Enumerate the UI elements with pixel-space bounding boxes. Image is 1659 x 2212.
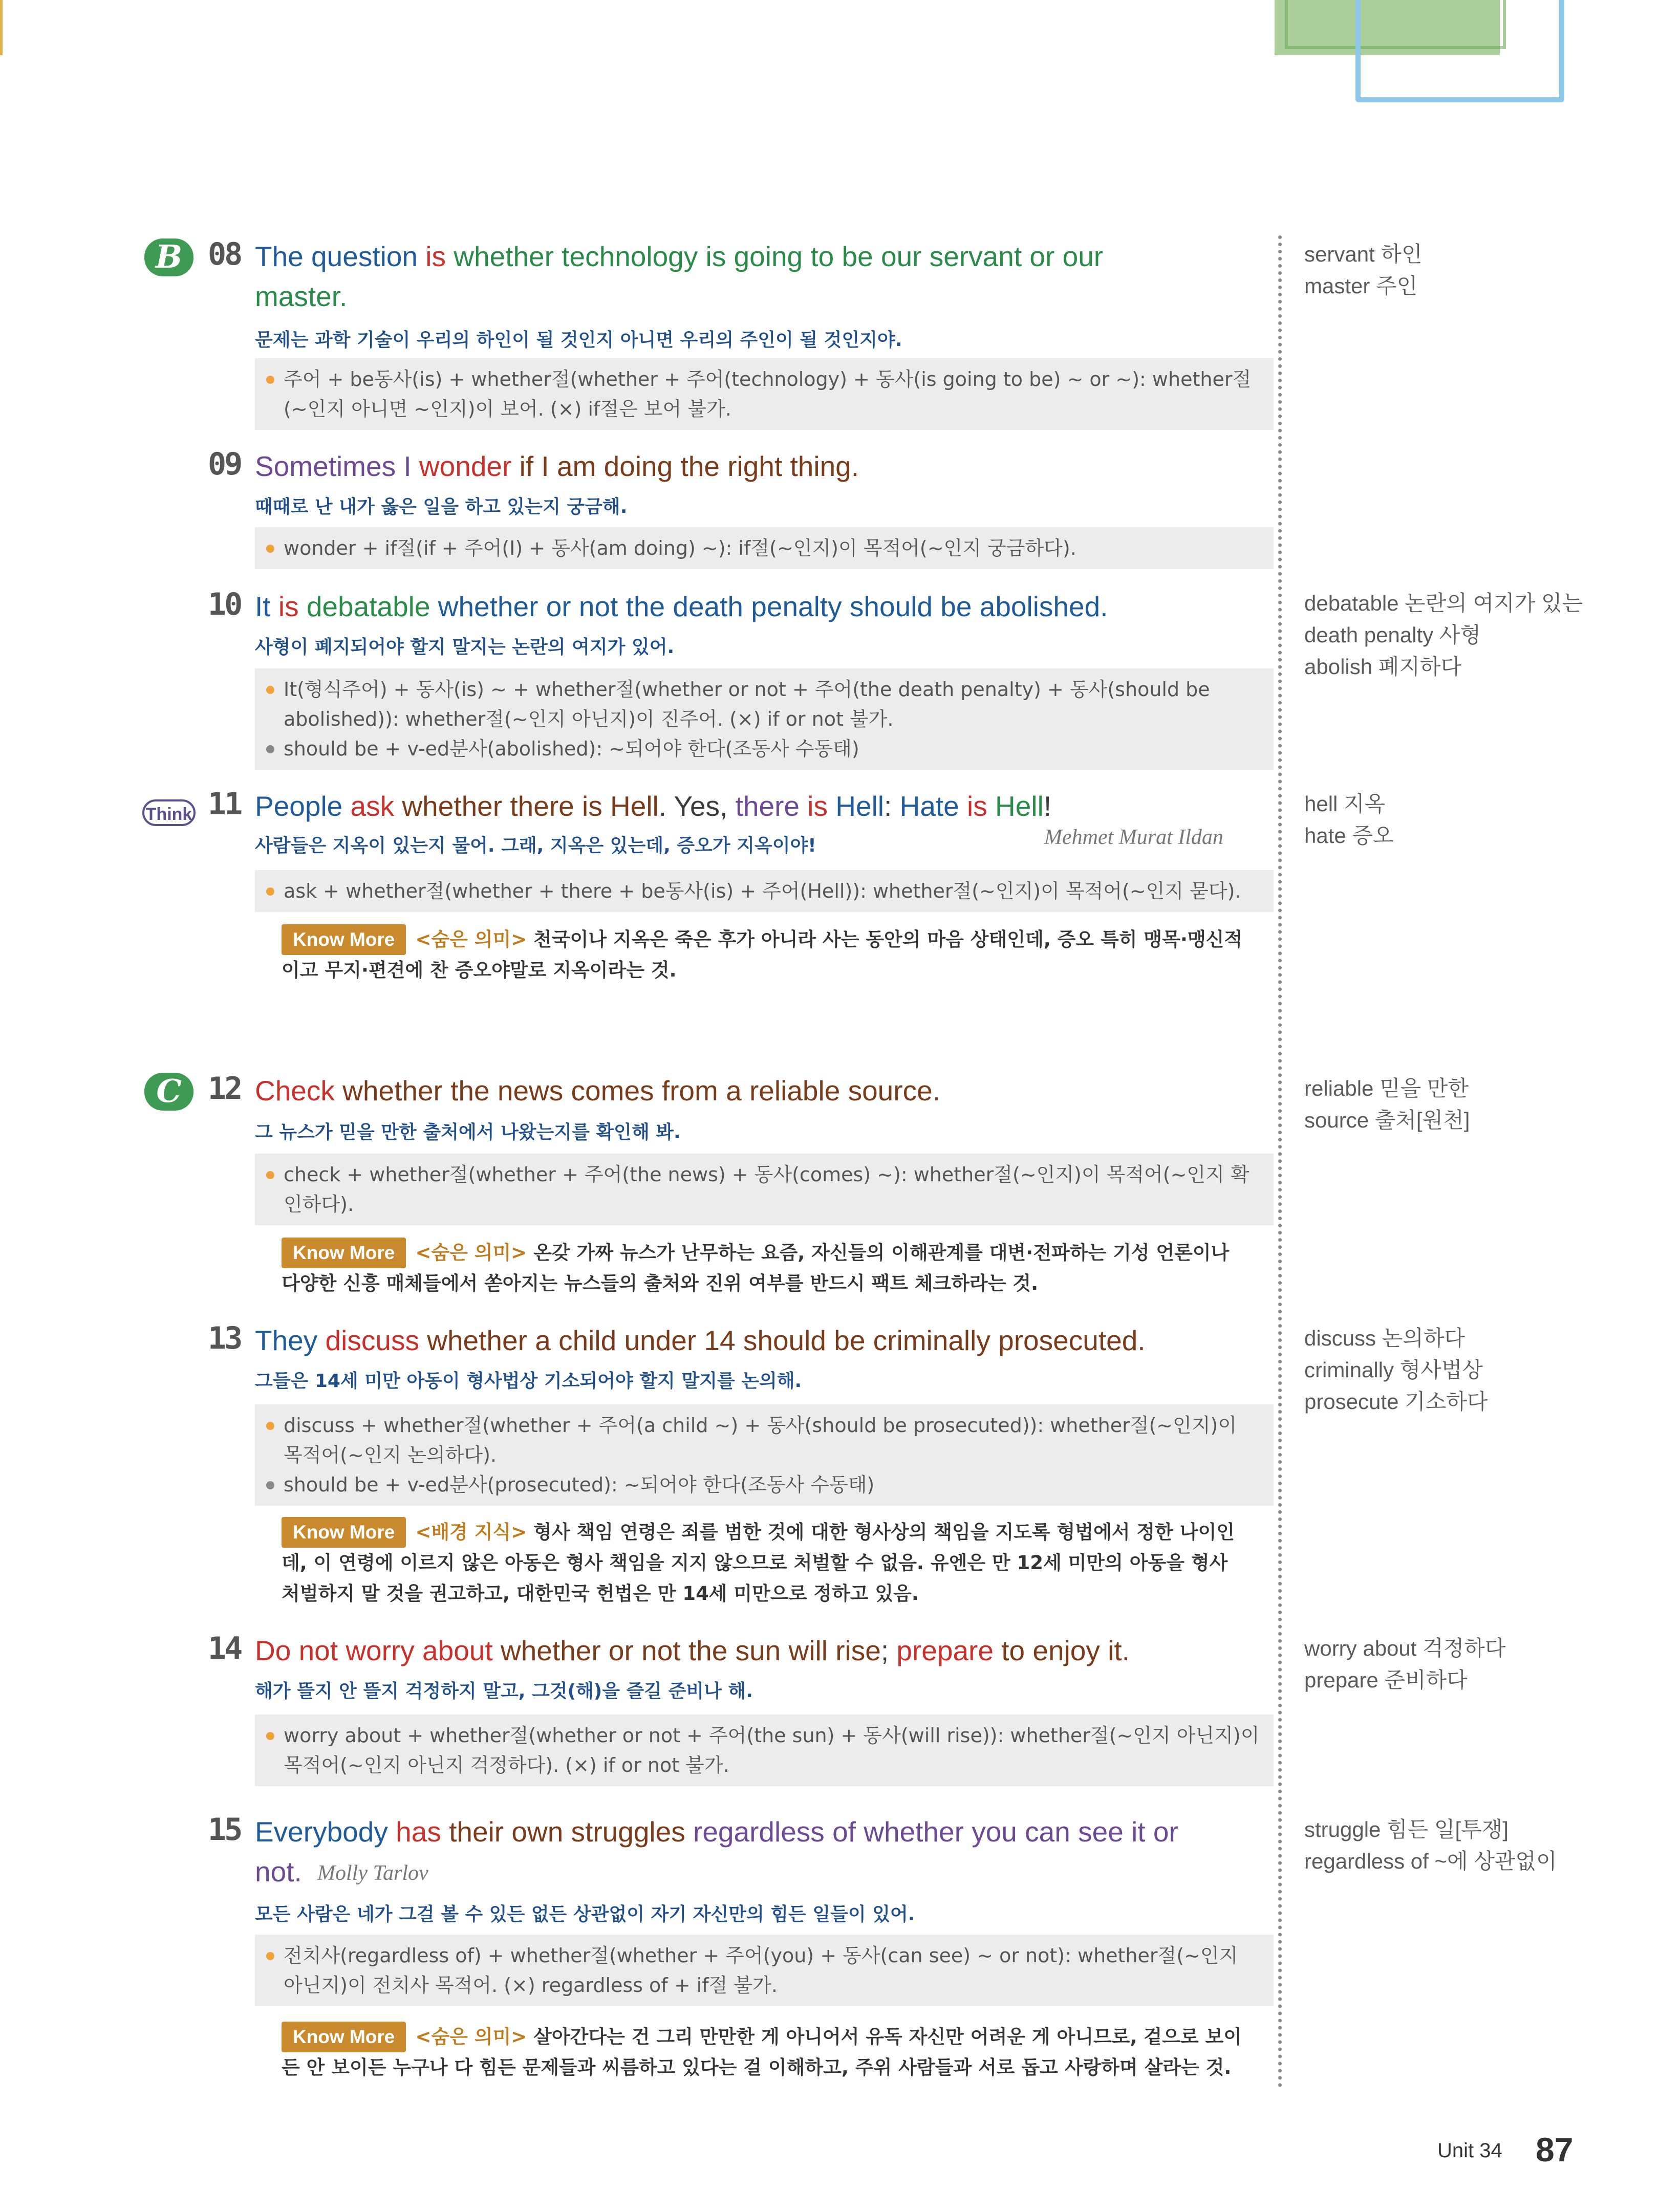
page-number: 87 [1536,2131,1574,2168]
grammar-note-08: 주어 + be동사(is) + whether절(whether + 주어(technology) + 동사(is going to be) ~ or ~): whether절(~인지 아니면 ~인지)이 보어. (×) if절은 보어 불가. [255,358,1274,430]
grammar-note-10: It(형식주어) + 동사(is) ~ + whether절(whether or not + 주어(the death penalty) + 동사(should be abolished)): whether절(~인지 아닌지)이 진주어. (×) if or not 불가. should be + v-ed분사(abolished): ~되어야 한다(조동사 수동태) [255,668,1274,770]
know-more-15: Know More <숨은 의미> 살아간다는 건 그리 만만한 게 아니어서 유독 자신만 어려운 게 아니므로, 겉으로 보이든 안 보이든 누구나 다 힘든 문제들과 씨름하고 있다는 걸 이해하고, 주위 사람들과 서로 돕고 사랑하며 살라는 것. [282,2022,1244,2083]
know-more-tag: Know More [282,2022,406,2052]
sentence-09: Sometimes I wonder if I am doing the right thing. [255,450,859,482]
item-number-09: 09 [208,446,241,482]
know-more-tag: Know More [282,1517,406,1548]
column-divider [1278,235,1282,2088]
bullet-icon [266,545,274,553]
translation-10: 사형이 폐지되어야 할지 말지는 논란의 여지가 있어. [255,637,675,658]
translation-13: 그들은 14세 미만 아동이 형사법상 기소되어야 할지 말지를 논의해. [255,1371,802,1392]
vocab-08: servant 하인 master 주인 [1304,242,1423,298]
quote-author-15: Molly Tarlov [317,1861,428,1885]
bullet-icon [266,376,274,384]
know-more-tag: Know More [282,924,406,955]
grammar-note-14: worry about + whether절(whether or not + 주어(the sun) + 동사(will rise)): whether절(~인지 아닌지)이 목적어(~인지 아닌지 걱정하다). (×) if or not 불가. [255,1715,1274,1786]
sentence-14: Do not worry about whether or not the sun will rise; prepare to enjoy it. [255,1635,1130,1666]
item-number-15: 15 [208,1812,241,1848]
vocab-14: worry about 걱정하다 prepare 준비하다 [1304,1636,1506,1692]
sentence-13: They discuss whether a child under 14 should be criminally prosecuted. [255,1325,1146,1356]
know-more-13: Know More <배경 지식> 형사 책임 연령은 죄를 범한 것에 대한 형사상의 책임을 지도록 형법에서 정한 나이인데, 이 연령에 이르지 않은 아동은 형사 책임을 지지 않으므로 처벌할 수 없음. 유엔은 만 12세 미만의 아동을 형사 처벌하지 말 것을 권고하고, 대한민국 헌법은 만 14세 미만으로 정하고 있음. [282,1517,1244,1609]
bullet-icon [266,745,274,753]
bullet-icon [266,1171,274,1179]
item-number-13: 13 [208,1320,241,1356]
grammar-note-13: discuss + whether절(whether + 주어(a child ~) + 동사(should be prosecuted)): whether절(~인지)이 목적어(~인지 논의하다). should be + v-ed분사(prosecuted): ~되어야 한다(조동사 수동태) [255,1404,1274,1506]
vocab-13: discuss 논의하다 criminally 형사법상 prosecute 기소하다 [1304,1326,1488,1414]
grammar-note-15: 전치사(regardless of) + whether절(whether + 주어(you) + 동사(can see) ~ or not): whether절(~인지 아닌지)이 전치사 목적어. (×) regardless of + if절 불가. [255,1935,1274,2006]
section-c-badge: C [144,1073,193,1111]
translation-11: 사람들은 지옥이 있는지 물어. 그래, 지옥은 있는데, 증오가 지옥이야! [255,835,816,856]
sentence-15: Everybody has their own struggles regardless of whether you can see it or not. [255,1816,1178,1888]
translation-09: 때때로 난 내가 옳은 일을 하고 있는지 궁금해. [255,496,628,517]
bullet-icon [266,686,274,694]
edge-mark [0,0,3,55]
sentence-12: Check whether the news comes from a reliable source. [255,1075,940,1107]
unit-label: Unit 34 [1437,2139,1502,2162]
quote-author-11: Mehmet Murat Ildan [1044,826,1223,849]
item-number-14: 14 [208,1631,241,1666]
think-badge: Think [142,799,196,826]
bullet-icon [266,1952,274,1960]
grammar-note-09: wonder + if절(if + 주어(I) + 동사(am doing) ~): if절(~인지)이 목적어(~인지 궁금하다). [255,527,1274,569]
know-more-12: Know More <숨은 의미> 온갖 가짜 뉴스가 난무하는 요즘, 자신들의 이해관계를 대변·전파하는 기성 언론이나 다양한 신흥 매체들에서 쏟아지는 뉴스들의 출처와 진위 여부를 반드시 팩트 체크하라는 것. [282,1238,1244,1299]
know-more-11: Know More <숨은 의미> 천국이나 지옥은 죽은 후가 아니라 사는 동안의 마음 상태인데, 증오 특히 맹목·맹신적이고 무지·편견에 찬 증오야말로 지옥이라는 것. [282,924,1244,986]
corner-decoration-blue [1355,0,1564,102]
sentence-08: The question is whether technology is going to be our servant or our master. [255,241,1104,312]
translation-14: 해가 뜰지 안 뜰지 걱정하지 말고, 그것(해)을 즐길 준비나 해. [255,1681,753,1702]
vocab-15: struggle 힘든 일[투쟁] regardless of ~에 상관없이 [1304,1817,1557,1873]
bullet-icon [266,887,274,896]
bullet-icon [266,1732,274,1740]
sentence-11: People ask whether there is Hell. Yes, there is Hell: Hate is Hell! [255,790,1052,822]
know-more-tag: Know More [282,1238,406,1268]
translation-12: 그 뉴스가 믿을 만한 출처에서 나왔는지를 확인해 봐. [255,1122,681,1143]
item-number-08: 08 [208,236,241,272]
vocab-11: hell 지옥 hate 증오 [1304,792,1394,848]
translation-15: 모든 사람은 네가 그걸 볼 수 있든 없든 상관없이 자기 자신만의 힘든 일들이 있어. [255,1904,915,1925]
grammar-note-12: check + whether절(whether + 주어(the news) + 동사(comes) ~): whether절(~인지)이 목적어(~인지 확인하다). [255,1154,1274,1225]
vocab-10: debatable 논란의 여지가 있는 death penalty 사형 abolish 폐지하다 [1304,591,1583,679]
section-b-badge: B [144,238,193,276]
bullet-icon [266,1481,274,1489]
grammar-note-11: ask + whether절(whether + there + be동사(is) + 주어(Hell)): whether절(~인지)이 목적어(~인지 묻다). [255,870,1274,912]
item-number-12: 12 [208,1071,241,1107]
bullet-icon [266,1422,274,1430]
item-number-11: 11 [208,786,241,822]
sentence-10: It is debatable whether or not the death penalty should be abolished. [255,591,1108,622]
vocab-12: reliable 믿을 만한 source 출처[원천] [1304,1076,1470,1132]
translation-08: 문제는 과학 기술이 우리의 하인이 될 것인지 아니면 우리의 주인이 될 것인지야. [255,330,902,351]
item-number-10: 10 [208,587,241,622]
